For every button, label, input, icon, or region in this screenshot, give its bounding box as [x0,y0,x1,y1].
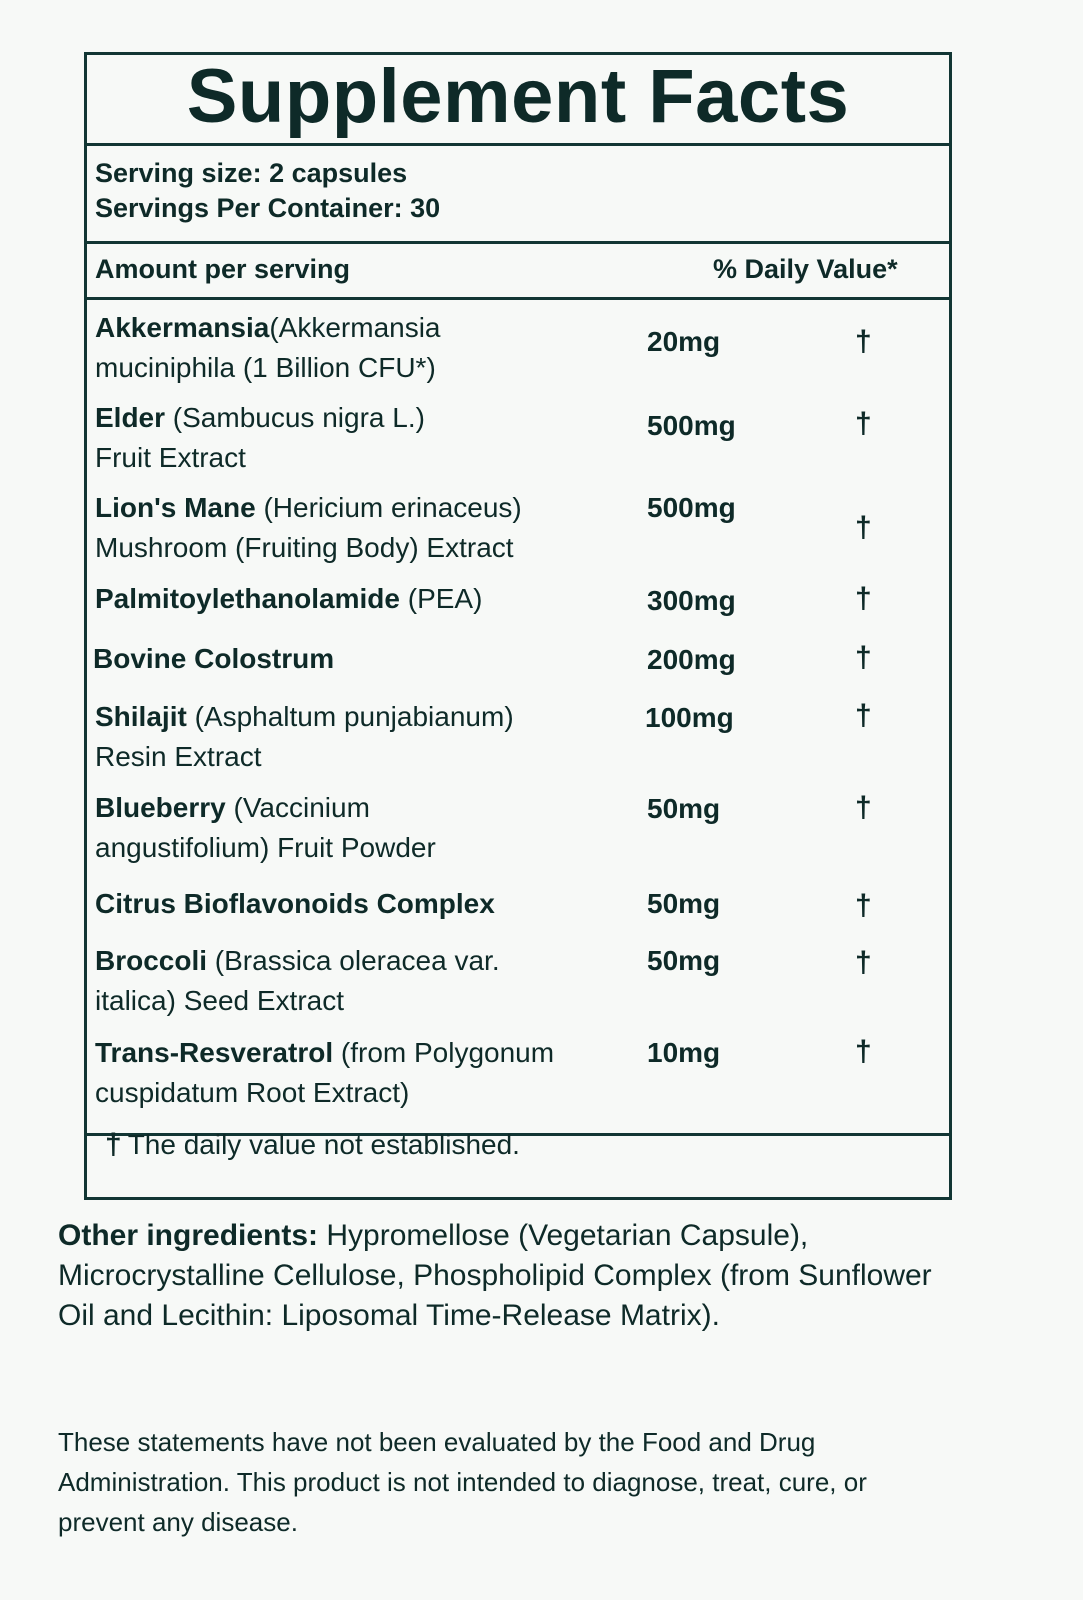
serving-size: Serving size: 2 capsules [95,158,408,188]
dagger-icon: † [855,325,872,358]
dagger-icon: † [855,699,872,732]
other-ingredients-text: Hypromellose (Vegetarian Capsule), Microcrystalline Cellulose, Phospholipid Complex (from Sunflower Oil and Lecithin: Liposomal Time-Release Matrix). [58,1219,932,1332]
ingredient-name: Palmitoylethanolamide (PEA) [95,583,483,614]
ingredient-amount: 20mg [647,326,721,357]
ingredient-amount: 50mg [647,945,721,976]
supplement-facts-panel [84,52,952,1200]
panel-title: Supplement Facts [87,55,949,146]
ingredient-name: Broccoli (Brassica oleracea var. italica) Seed Extract [95,945,500,1016]
ingredient-name: Lion's Mane (Hericium erinaceus) Mushroom (Fruiting Body) Extract [95,492,522,563]
ingredient-amount: 50mg [647,793,721,824]
dagger-icon: † [855,889,872,922]
other-ingredients [58,1216,958,1336]
dagger-icon: † [855,407,872,440]
daily-value-label: % Daily Value* [713,254,898,284]
footnote-text: The daily value not established. [127,1129,520,1160]
dagger-icon: † [855,791,872,824]
ingredient-amount: 300mg [647,585,736,616]
ingredient-name: Shilajit (Asphaltum punjabianum) Resin Extract [95,701,514,772]
ingredient-rows [87,300,949,1136]
ingredient-amount: 200mg [647,644,736,675]
dagger-icon: † [855,582,872,615]
ingredient-name: Trans-Resveratrol (from Polygonum cuspidatum Root Extract) [95,1037,555,1108]
ingredient-name: Citrus Bioflavonoids Complex [95,888,495,919]
ingredient-amount: 10mg [647,1037,721,1068]
dagger-icon: † [855,641,872,674]
dagger-icon: † [105,1128,122,1161]
ingredient-amount: 50mg [647,888,721,919]
ingredient-name: Elder (Sambucus nigra L.) Fruit Extract [95,402,425,473]
amount-header [87,244,949,300]
servings-per-container: Servings Per Container: 30 [95,193,441,223]
ingredient-amount: 100mg [645,702,734,733]
amount-per-serving-label: Amount per serving [95,254,351,284]
other-ingredients-label: Other ingredients: [58,1219,319,1252]
dagger-icon: † [855,1035,872,1068]
fda-disclaimer: These statements have not been evaluated by the Food and Drug Administration. This product is not intended to diagnose, treat, cure, or prevent any disease. [58,1427,867,1537]
ingredient-name: Bovine Colostrum [93,643,335,674]
ingredient-amount: 500mg [647,410,736,441]
dagger-icon: † [855,511,872,544]
dagger-icon: † [855,946,872,979]
ingredient-name: Blueberry (Vaccinium angustifolium) Fruit Powder [95,792,436,863]
ingredient-amount: 500mg [647,492,736,523]
daily-value-footnote [105,1125,520,1165]
serving-info [87,146,949,244]
ingredient-name: Akkermansia(Akkermansia muciniphila (1 Billion CFU*) [95,312,441,383]
